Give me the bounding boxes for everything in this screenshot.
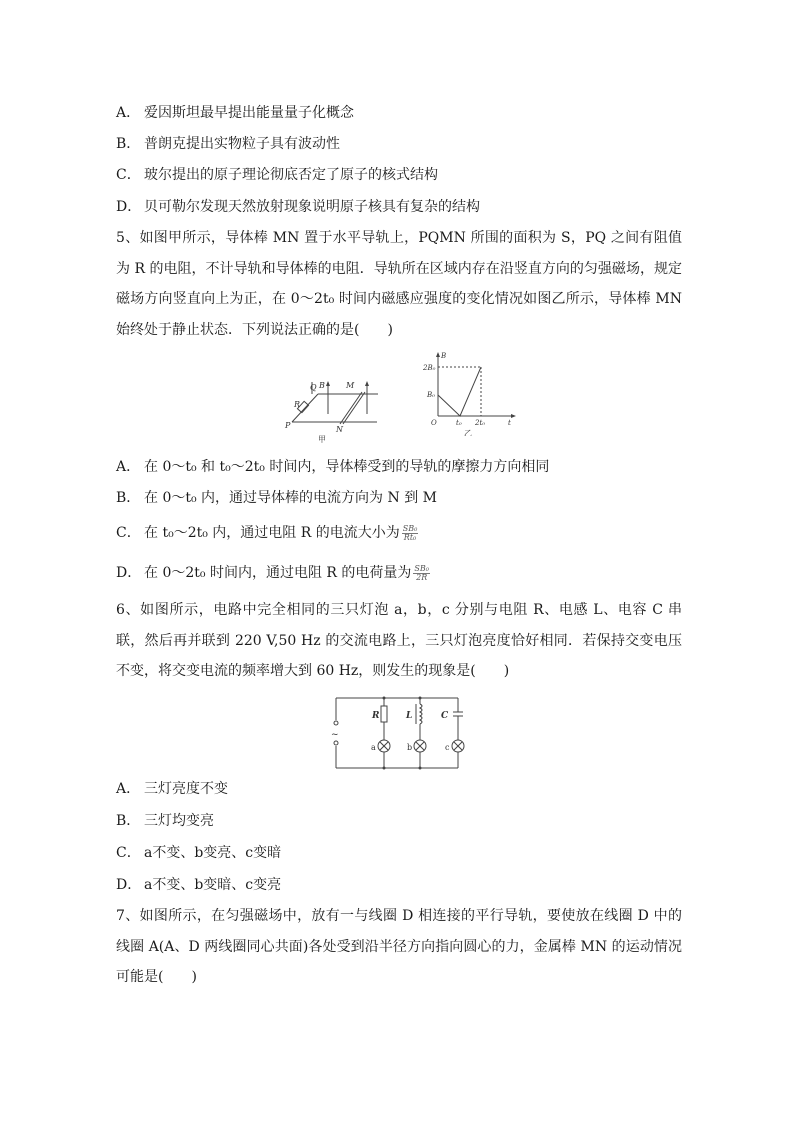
q5-figure-jia [282, 372, 392, 448]
label-m: M [346, 381, 355, 390]
label-t-axis: t [508, 419, 511, 427]
label-lamp-a: a [371, 743, 376, 752]
label-jia: 甲 [318, 435, 326, 444]
q6-option-c: C． a不变、b变亮、c变暗 [116, 845, 282, 861]
label-ac-source: ~ [331, 730, 339, 740]
q6-stem: 6、如图所示，电路中完全相同的三只灯泡 a，b，c 分别与电阻 R、电感 L、电容 C 串联，然后再并联到 220 V,50 Hz 的交流电路上，三只灯泡亮度恰好相同．若保持交变电压不变，将交变电流的频率增大到 60 Hz，则发生的现象是( ) [116, 602, 682, 679]
label-t0: t₀ [456, 419, 462, 427]
label-2b0: 2B₀ [423, 364, 436, 372]
label-capacitor: C [441, 711, 449, 721]
label-p: P [285, 421, 291, 430]
label-lamp-c: c [445, 743, 450, 752]
fraction-d: $\frac{\text{SB₀}}{2R}$ [414, 563, 429, 582]
q6-option-b: B． 三灯均变亮 [116, 813, 214, 829]
q4-option-d: D． 贝可勒尔发现天然放射现象说明原子核具有复杂的结构 [116, 199, 480, 215]
label-o: O [431, 419, 437, 427]
q6-circuit-figure [326, 690, 466, 772]
label-b-axis: B [441, 352, 447, 360]
q7-stem: 7、如图所示，在匀强磁场中，放有一与线圈 D 相连接的平行导轨，要使放在线圈 D 中的线圈 A(A、D 两线圈同心共面)各处受到沿半径方向指向圆心的力，金属棒 MN 的运动情况可能是( ) [116, 908, 682, 985]
q4-option-b: B． 普朗克提出实物粒子具有波动性 [116, 136, 340, 152]
q5-option-d: D． 在 0～2t₀ 时间内，通过电阻 R 的电荷量为 $\frac{\text{SB₀}}{2R}$ [116, 563, 429, 582]
q6-option-d: D． a不变、b变暗、c变亮 [116, 877, 282, 893]
fraction-c: $\frac{\text{SB₀}}{\text{Rt₀}}$ [402, 523, 418, 542]
q6-option-a: A． 三灯亮度不变 [116, 781, 228, 797]
label-yi: 乙 [464, 429, 472, 436]
label-bfield: B [319, 381, 325, 390]
label-r: R [294, 400, 301, 409]
q5-option-a: A． 在 0～t₀ 和 t₀～2t₀ 时间内，导体棒受到的导轨的摩擦力方向相同 [116, 459, 550, 475]
label-q: Q [310, 383, 317, 392]
label-lamp-b: b [407, 743, 413, 752]
label-2t0: 2t₀ [475, 419, 486, 427]
q5-option-b: B． 在 0～t₀ 内，通过导体棒的电流方向为 N 到 M [116, 490, 437, 506]
q5-stem: 5、如图甲所示，导体棒 MN 置于水平导轨上，PQMN 所围的面积为 S，PQ 之间有阻值为 R 的电阻，不计导轨和导体棒的电阻．导轨所在区域内存在沿竖直方向的匀强磁场，规定磁场方向竖直向上为正，在 0～2t₀ 时间内磁感应强度的变化情况如图乙所示，导体棒 MN 始终处于静止状态．下列说法正确的是( ) [116, 230, 682, 338]
label-n: N [336, 425, 343, 434]
q5-figure-yi [422, 350, 522, 436]
q4-option-c: C． 玻尔提出的原子理论彻底否定了原子的核式结构 [116, 167, 438, 183]
label-b0: B₀ [427, 391, 435, 399]
label-inductor: L [406, 711, 413, 721]
q5-option-c: C． 在 t₀～2t₀ 内，通过电阻 R 的电流大小为 $\frac{\text{SB₀}}{\text{Rt₀}}$ [116, 523, 418, 542]
label-resistor: R [372, 711, 380, 721]
q4-option-a: A． 爱因斯坦最早提出能量量子化概念 [116, 105, 354, 121]
